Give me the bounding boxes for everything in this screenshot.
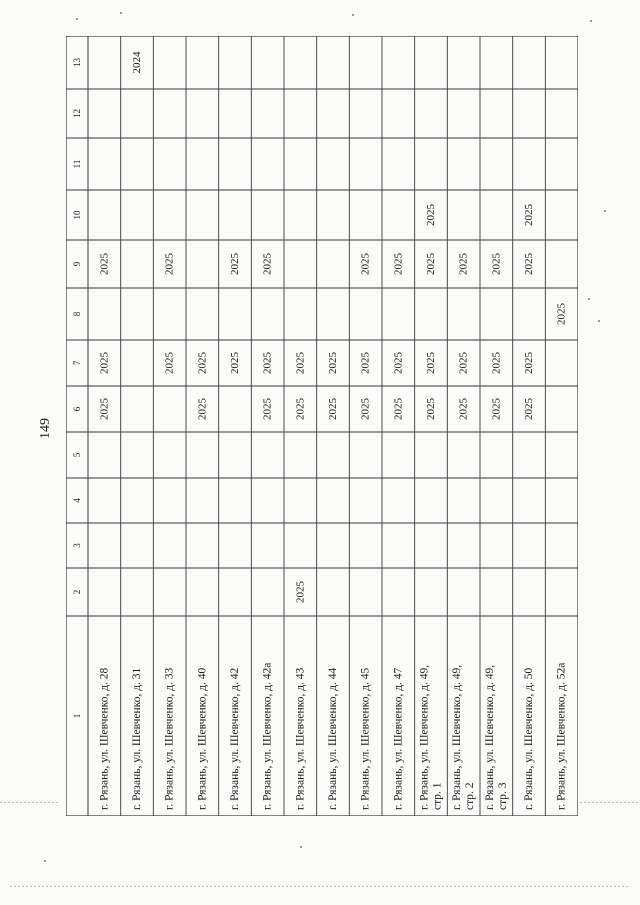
cell-year: 2025 [490,352,503,374]
row-address: г. Рязань, ул. Шевченко, д. 47 [392,667,405,810]
cell-year: 2025 [490,398,503,420]
row-address: г. Рязань, ул. Шевченко, д. 49, [483,664,496,810]
cell-year: 2025 [359,398,372,420]
cell-year: 2025 [425,398,437,420]
scan-speck [44,860,46,862]
cell-year: 2025 [555,303,568,325]
row-address: г. Рязань, ул. Шевченко, д. 45 [359,667,372,810]
scan-artifact-line [0,802,60,803]
column-header-7: 7 [72,360,82,366]
row-address: г. Рязань, ул. Шевченко, д. 52а [555,662,568,810]
row-address: г. Рязань, ул. Шевченко, д. 40 [196,667,209,810]
cell-year: 2025 [425,253,437,275]
row-address: г. Рязань, ул. Шевченко, д. 42а [261,662,274,810]
column-header-1: 1 [72,713,82,719]
cell-year: 2025 [457,398,470,420]
scan-speck [588,298,590,300]
cell-year: 2024 [131,51,143,74]
row-address: г. Рязань, ул. Шевченко, д. 31 [131,667,143,810]
cell-year: 2025 [327,352,339,374]
row-address-building: стр. 3 [496,782,509,810]
cell-year: 2025 [163,352,176,374]
row-address-building: стр. 1 [431,782,444,810]
scan-speck [604,210,606,212]
scan-speck [76,18,78,20]
column-header-10: 10 [72,210,82,220]
cell-year: 2025 [523,253,535,275]
cell-year: 2025 [392,398,405,420]
cell-year: 2025 [294,581,307,603]
column-header-9: 9 [72,261,82,267]
cell-year: 2025 [261,398,274,420]
row-address: г. Рязань, ул. Шевченко, д. 50 [523,667,535,810]
cell-year: 2025 [457,352,470,374]
scan-speck [352,14,354,16]
cell-year: 2025 [196,398,209,420]
row-address-building: стр. 2 [464,782,477,810]
scan-speck [120,12,122,14]
cell-year: 2025 [294,352,307,374]
scan-artifact-line [10,886,630,887]
column-header-6: 6 [72,406,82,412]
scan-speck [300,846,302,848]
cell-year: 2025 [229,352,241,374]
column-header-11: 11 [72,159,82,169]
cell-year: 2025 [163,253,176,275]
column-header-2: 2 [72,589,82,595]
cell-year: 2025 [294,398,307,420]
scan-speck [598,320,600,322]
column-header-12: 12 [72,109,82,118]
cell-year: 2025 [261,352,274,374]
cell-year: 2025 [359,253,372,275]
cell-year: 2025 [98,253,111,275]
cell-year: 2025 [98,398,111,420]
row-address: г. Рязань, ул. Шевченко, д. 42 [229,667,241,810]
scan-speck [590,20,592,22]
page-number: 149 [38,418,53,439]
row-address: г. Рязань, ул. Шевченко, д. 28 [98,667,111,810]
cell-year: 2025 [98,352,111,374]
table-grid [66,36,578,816]
cell-year: 2025 [425,352,437,374]
row-address: г. Рязань, ул. Шевченко, д. 49, [451,664,464,810]
cell-year: 2025 [523,398,535,420]
row-address: г. Рязань, ул. Шевченко, д. 43 [294,667,307,810]
column-header-4: 4 [72,498,82,503]
cell-year: 2025 [196,352,209,374]
scan-artifact-line [580,802,640,803]
rotated-table [66,36,578,816]
cell-year: 2025 [229,253,241,275]
column-header-5: 5 [72,452,82,458]
row-address: г. Рязань, ул. Шевченко, д. 49, [418,664,431,810]
cell-year: 2025 [392,352,405,374]
cell-year: 2025 [523,204,535,226]
row-address: г. Рязань, ул. Шевченко, д. 44 [327,667,339,810]
column-header-8: 8 [72,311,82,317]
column-header-3: 3 [72,543,82,548]
cell-year: 2025 [457,253,470,275]
cell-year: 2025 [392,253,405,275]
cell-year: 2025 [425,204,437,226]
cell-year: 2025 [359,352,372,374]
cell-year: 2025 [490,253,503,275]
cell-year: 2025 [523,352,535,374]
cell-year: 2025 [261,253,274,275]
cell-year: 2025 [327,398,339,420]
row-address: г. Рязань, ул. Шевченко, д. 33 [163,667,176,810]
column-header-13: 13 [72,58,82,67]
